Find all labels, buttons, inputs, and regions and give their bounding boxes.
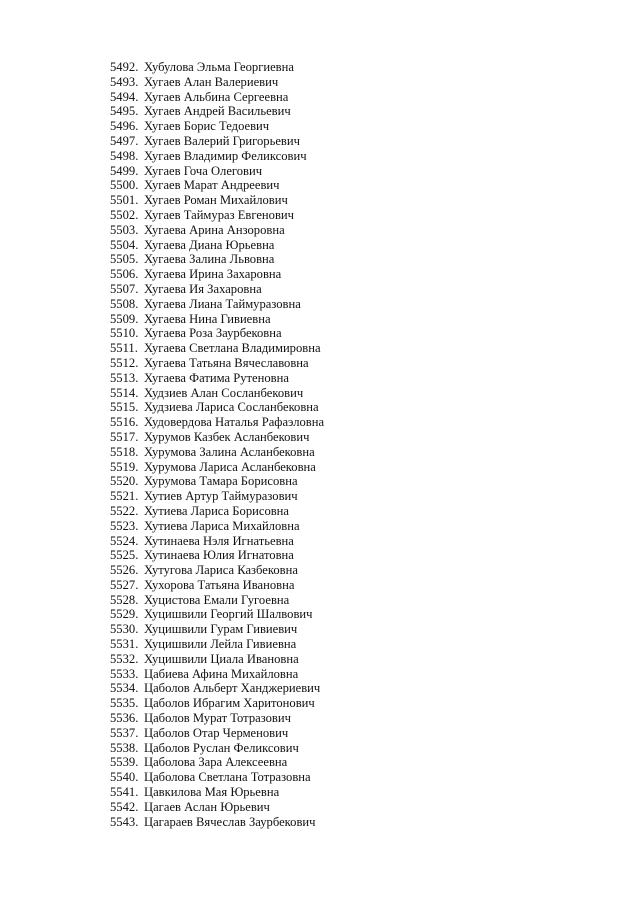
entry-name: Хугаева Диана Юрьевна <box>144 237 275 252</box>
list-item <box>110 90 324 105</box>
entry-name: Хугаева Фатима Рутеновна <box>144 370 289 385</box>
entry-number: 5518. <box>110 444 139 459</box>
entry-number: 5507. <box>110 281 139 296</box>
entry-name: Хурумов Казбек Асланбекович <box>144 429 310 444</box>
list-item <box>110 75 324 90</box>
entry-number: 5531. <box>110 637 139 652</box>
list-item <box>110 667 324 682</box>
entry-number: 5542. <box>110 799 139 814</box>
entry-number: 5515. <box>110 400 139 415</box>
entry-name: Хурумова Залина Асланбековна <box>144 444 315 459</box>
list-item <box>110 267 324 282</box>
entry-name: Цаболов Ибрагим Харитонович <box>144 696 315 711</box>
entry-number: 5522. <box>110 503 139 518</box>
entry-number: 5535. <box>110 696 139 711</box>
entry-name: Хугаева Роза Заурбековна <box>144 326 282 341</box>
entry-name: Хугаева Ия Захаровна <box>144 281 262 296</box>
entry-name: Хугаева Татьяна Вячеславовна <box>144 355 309 370</box>
list-item <box>110 741 324 756</box>
entry-number: 5538. <box>110 740 139 755</box>
entry-number: 5498. <box>110 148 139 163</box>
list-item <box>110 548 324 563</box>
entry-name: Худовердова Наталья Рафаэловна <box>144 415 325 430</box>
entry-name: Хугаева Лиана Таймуразовна <box>144 296 301 311</box>
entry-number: 5502. <box>110 207 139 222</box>
entry-name: Хугаева Ирина Захаровна <box>144 267 282 282</box>
entry-number: 5500. <box>110 178 139 193</box>
list-item <box>110 711 324 726</box>
entry-number: 5497. <box>110 133 139 148</box>
list-item <box>110 104 324 119</box>
entry-name: Хутинаева Нэля Игнатьевна <box>144 533 294 548</box>
list-item <box>110 252 324 267</box>
entry-number: 5536. <box>110 711 139 726</box>
entry-name: Цаболов Мурат Тотразович <box>144 711 291 726</box>
entry-name: Хугаева Арина Анзоровна <box>144 222 285 237</box>
entry-name: Цаболов Отар Черменович <box>144 725 289 740</box>
entry-number: 5520. <box>110 474 139 489</box>
entry-name: Хутиев Артур Таймуразович <box>144 489 298 504</box>
list-item <box>110 282 324 297</box>
list-item <box>110 415 324 430</box>
entry-number: 5492. <box>110 60 139 74</box>
list-item <box>110 238 324 253</box>
entry-number: 5537. <box>110 725 139 740</box>
list-item <box>110 134 324 149</box>
name-list <box>110 60 324 829</box>
entry-number: 5495. <box>110 104 139 119</box>
list-item <box>110 519 324 534</box>
list-item <box>110 445 324 460</box>
entry-number: 5505. <box>110 252 139 267</box>
entry-number: 5529. <box>110 607 139 622</box>
entry-number: 5503. <box>110 222 139 237</box>
entry-number: 5493. <box>110 74 139 89</box>
list-item <box>110 341 324 356</box>
list-item <box>110 815 324 830</box>
entry-name: Цаболов Руслан Феликсович <box>144 740 299 755</box>
entry-name: Хурумова Тамара Борисовна <box>144 474 298 489</box>
entry-number: 5533. <box>110 666 139 681</box>
entry-number: 5513. <box>110 370 139 385</box>
entry-number: 5543. <box>110 814 139 829</box>
entry-name: Худзиева Лариса Сосланбековна <box>144 400 319 415</box>
entry-name: Хугаев Альбина Сергеевна <box>144 89 289 104</box>
entry-number: 5540. <box>110 770 139 785</box>
entry-name: Хутиева Лариса Михайловна <box>144 518 300 533</box>
entry-number: 5494. <box>110 89 139 104</box>
list-item <box>110 593 324 608</box>
entry-number: 5514. <box>110 385 139 400</box>
entry-name: Хурумова Лариса Асланбековна <box>144 459 316 474</box>
entry-name: Хуцишвили Циала Ивановна <box>144 651 299 666</box>
entry-name: Хугаев Алан Валериевич <box>144 74 279 89</box>
entry-number: 5517. <box>110 429 139 444</box>
list-item <box>110 652 324 667</box>
list-item <box>110 534 324 549</box>
list-item <box>110 386 324 401</box>
list-item <box>110 578 324 593</box>
list-item <box>110 563 324 578</box>
entry-number: 5527. <box>110 577 139 592</box>
list-item <box>110 119 324 134</box>
entry-name: Хугаев Андрей Васильевич <box>144 104 291 119</box>
entry-number: 5532. <box>110 651 139 666</box>
list-item <box>110 326 324 341</box>
entry-name: Хухорова Татьяна Ивановна <box>144 577 295 592</box>
list-item <box>110 356 324 371</box>
entry-number: 5523. <box>110 518 139 533</box>
list-item <box>110 681 324 696</box>
list-item <box>110 800 324 815</box>
entry-number: 5534. <box>110 681 139 696</box>
entry-number: 5541. <box>110 785 139 800</box>
entry-name: Цаболов Альберт Ханджериевич <box>144 681 321 696</box>
entry-name: Хуцистова Емали Гугоевна <box>144 592 290 607</box>
entry-number: 5512. <box>110 355 139 370</box>
list-item <box>110 178 324 193</box>
entry-name: Хугаев Борис Тедоевич <box>144 119 270 134</box>
entry-number: 5496. <box>110 119 139 134</box>
entry-number: 5539. <box>110 755 139 770</box>
entry-name: Хуцишвили Гурам Гивиевич <box>144 622 298 637</box>
entry-number: 5504. <box>110 237 139 252</box>
entry-number: 5524. <box>110 533 139 548</box>
list-item <box>110 622 324 637</box>
entry-name: Цавкилова Мая Юрьевна <box>144 785 280 800</box>
entry-name: Хутинаева Юлия Игнатовна <box>144 548 294 563</box>
entry-number: 5501. <box>110 193 139 208</box>
list-item <box>110 400 324 415</box>
list-item <box>110 607 324 622</box>
entry-number: 5509. <box>110 311 139 326</box>
list-item <box>110 755 324 770</box>
entry-name: Хугаев Роман Михайлович <box>144 193 288 208</box>
entry-number: 5530. <box>110 622 139 637</box>
list-item <box>110 489 324 504</box>
entry-name: Хуцишвили Георгий Шалвович <box>144 607 313 622</box>
entry-name: Цаболова Светлана Тотразовна <box>144 770 311 785</box>
list-item <box>110 637 324 652</box>
entry-name: Хугаева Нина Гивиевна <box>144 311 271 326</box>
entry-number: 5506. <box>110 267 139 282</box>
list-item <box>110 297 324 312</box>
entry-name: Худзиев Алан Сосланбекович <box>144 385 304 400</box>
entry-name: Хугаева Светлана Владимировна <box>144 341 321 356</box>
entry-number: 5516. <box>110 415 139 430</box>
entry-name: Хубулова Эльма Георгиевна <box>144 60 294 74</box>
entry-name: Хугаева Залина Львовна <box>144 252 275 267</box>
entry-number: 5519. <box>110 459 139 474</box>
list-item <box>110 430 324 445</box>
entry-name: Хугаев Марат Андреевич <box>144 178 280 193</box>
list-item <box>110 223 324 238</box>
entry-number: 5528. <box>110 592 139 607</box>
entry-name: Цагаев Аслан Юрьевич <box>144 799 270 814</box>
list-item <box>110 696 324 711</box>
entry-name: Хуцишвили Лейла Гивиевна <box>144 637 297 652</box>
list-item <box>110 770 324 785</box>
entry-number: 5521. <box>110 489 139 504</box>
list-item <box>110 785 324 800</box>
list-item <box>110 193 324 208</box>
list-item <box>110 474 324 489</box>
list-item <box>110 164 324 179</box>
list-item <box>110 149 324 164</box>
entry-number: 5510. <box>110 326 139 341</box>
entry-number: 5499. <box>110 163 139 178</box>
entry-number: 5511. <box>110 341 138 356</box>
list-item <box>110 460 324 475</box>
list-item <box>110 504 324 519</box>
entry-name: Хугаев Владимир Феликсович <box>144 148 307 163</box>
entry-name: Хугаев Гоча Олегович <box>144 163 263 178</box>
entry-name: Цаболова Зара Алексеевна <box>144 755 288 770</box>
entry-name: Цагараев Вячеслав Заурбекович <box>144 814 316 829</box>
list-item <box>110 60 324 75</box>
entry-number: 5526. <box>110 563 139 578</box>
entry-name: Хутиева Лариса Борисовна <box>144 503 290 518</box>
list-item <box>110 208 324 223</box>
list-item <box>110 312 324 327</box>
list-item <box>110 371 324 386</box>
entry-name: Хугаев Валерий Григорьевич <box>144 133 300 148</box>
list-item <box>110 726 324 741</box>
entry-number: 5508. <box>110 296 139 311</box>
entry-name: Хугаев Таймураз Евгенович <box>144 207 294 222</box>
entry-number: 5525. <box>110 548 139 563</box>
entry-name: Цабиева Афина Михайловна <box>144 666 299 681</box>
entry-name: Хутугова Лариса Казбековна <box>144 563 298 578</box>
